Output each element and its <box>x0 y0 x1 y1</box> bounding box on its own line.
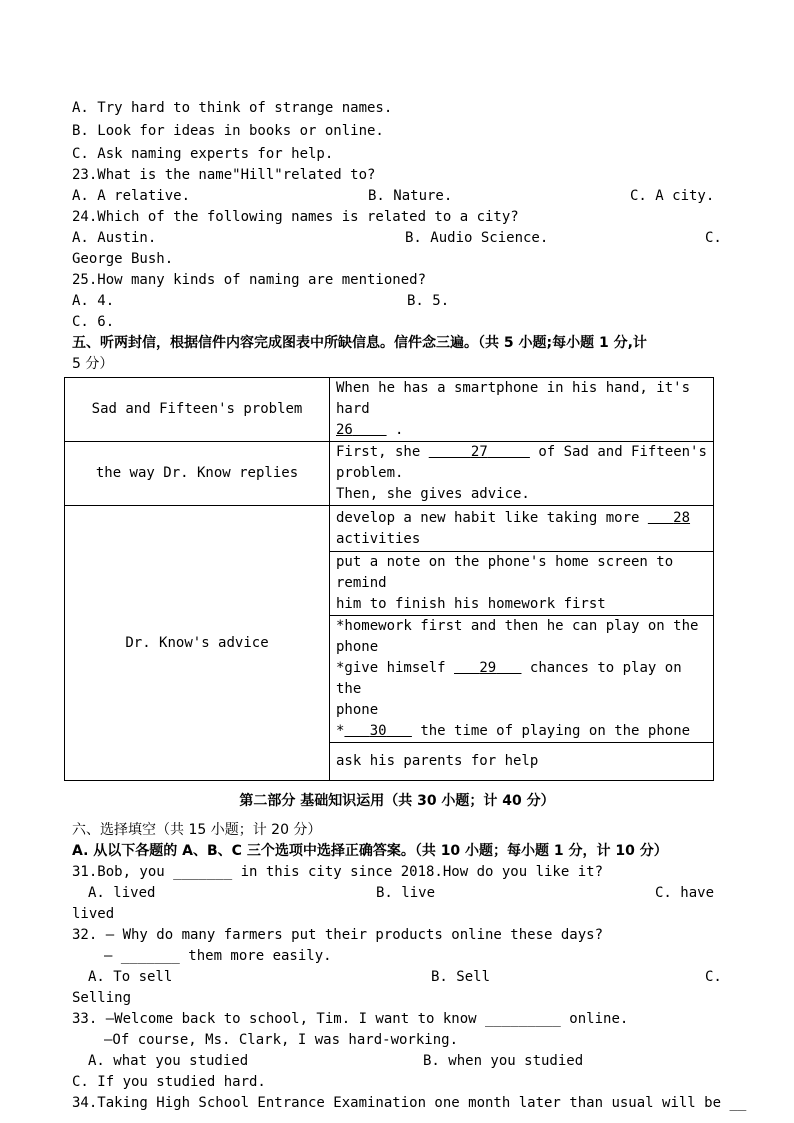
row1-content <box>330 378 714 442</box>
q31-option-b: B. live <box>376 885 436 901</box>
row1-line1: When he has a smartphone in his hand, it's hard <box>336 380 691 417</box>
table-row <box>65 442 714 506</box>
blank-27-number: 27 <box>470 444 488 460</box>
q32-line1: 32. — Why do many farmers put their products online these days? <box>72 927 604 943</box>
q31-option-c-prefix: C. have <box>655 885 715 901</box>
q23-stem: 23.What is the name"Hill"related to? <box>72 167 376 183</box>
q32-option-a: A. To sell <box>88 969 173 985</box>
adv1-line2: activities <box>336 530 421 547</box>
q33-option-a: A. what you studied <box>88 1053 249 1069</box>
blank-26-number: 26 <box>336 422 353 438</box>
row3-label: Dr. Know's advice <box>65 506 330 781</box>
q24-option-c: George Bush. <box>72 251 174 267</box>
q24-option-b: B. Audio Science. <box>405 230 549 246</box>
section5-heading: 五、听两封信，根据信件内容完成图表中所缺信息。信件念三遍。（共 5 小题;每小题 1 分,计 <box>72 335 647 351</box>
q23-option-a: A. A relative. <box>72 188 191 204</box>
blank-28[interactable] <box>648 510 690 526</box>
table-row <box>65 378 714 442</box>
row2-post: of Sad and Fifteen's <box>538 444 707 460</box>
q25-option-b: B. 5. <box>407 293 450 309</box>
q22-option-b: B. Look for ideas in books or online. <box>72 123 384 139</box>
q33-line2: —Of course, Ms. Clark, I was hard-working. <box>104 1032 459 1048</box>
q32-line2: — _______ them more easily. <box>104 948 332 964</box>
row2-content <box>330 442 714 506</box>
advice-1 <box>330 506 714 552</box>
row2-line2: problem. <box>336 465 404 481</box>
advice-4: ask his parents for help <box>330 743 714 781</box>
q31-option-a: A. lived <box>88 885 156 901</box>
q32-option-c: Selling <box>72 990 132 1006</box>
section5-heading-cont: 5 分） <box>72 356 114 372</box>
blank-30[interactable] <box>344 723 411 739</box>
adv3-line3: phone <box>336 702 379 718</box>
q25-options <box>72 291 722 312</box>
table-row <box>65 506 714 552</box>
info-table <box>64 377 714 781</box>
q32-option-c-prefix: C. <box>705 969 722 985</box>
adv3-post: chances to play on the <box>336 660 682 697</box>
row2-pre: First, she <box>336 444 421 460</box>
q33-option-b: B. when you studied <box>423 1053 584 1069</box>
adv2-line1: put a note on the phone's home screen to remind <box>336 554 674 591</box>
q24-options <box>72 228 722 249</box>
blank-28-number: 28 <box>673 509 691 526</box>
q23-options <box>72 186 722 207</box>
q31-option-c: lived <box>72 906 115 922</box>
q34-stem: 34.Taking High School Entrance Examination one month later than usual will be __ <box>72 1095 747 1111</box>
part2-title: 第二部分 基础知识运用（共 30 小题；计 40 分） <box>239 793 555 809</box>
advice-3 <box>330 616 714 743</box>
q24-option-c-prefix: C. <box>705 230 722 246</box>
q23-option-c: C. A city. <box>630 188 715 204</box>
adv3-pre: *give himself <box>336 660 446 676</box>
blank-26[interactable] <box>336 422 387 438</box>
q25-option-a: A. 4. <box>72 293 115 309</box>
q24-stem: 24.Which of the following names is related to a city? <box>72 209 519 225</box>
q32-options <box>72 967 722 988</box>
q31-stem: 31.Bob, you _______ in this city since 2018.How do you like it? <box>72 864 604 880</box>
blank-30-number: 30 <box>369 723 387 739</box>
q22-option-c: C. Ask naming experts for help. <box>72 146 334 162</box>
q33-option-c: C. If you studied hard. <box>72 1074 266 1090</box>
q24-option-a: A. Austin. <box>72 230 157 246</box>
adv1-pre: develop a new habit like taking more <box>336 509 640 526</box>
row2-line3: Then, she gives advice. <box>336 486 530 502</box>
q32-option-b: B. Sell <box>431 969 491 985</box>
adv3-l4-pre: * <box>336 723 345 739</box>
row2-label: the way Dr. Know replies <box>65 442 330 506</box>
q25-option-c: C. 6. <box>72 314 115 330</box>
exam-page <box>72 98 747 1114</box>
q25-stem: 25.How many kinds of naming are mentioned? <box>72 272 427 288</box>
q33-line1: 33. —Welcome back to school, Tim. I want to know _________ online. <box>72 1011 629 1027</box>
blank-29-number: 29 <box>479 660 497 676</box>
section6-heading: 六、选择填空（共 15 小题；计 20 分） <box>72 822 322 838</box>
adv3-line1: *homework first and then he can play on the phone <box>336 618 699 655</box>
adv2-line2: him to finish his homework first <box>336 596 606 612</box>
advice-2 <box>330 552 714 616</box>
q33-options <box>72 1051 722 1072</box>
row1-label: Sad and Fifteen's problem <box>65 378 330 442</box>
q22-option-a: A. Try hard to think of strange names. <box>72 100 393 116</box>
q31-options <box>72 883 722 904</box>
blank-27[interactable] <box>429 444 530 460</box>
q23-option-b: B. Nature. <box>368 188 453 204</box>
row1-end: . <box>395 422 404 438</box>
adv3-l4-post: the time of playing on the phone <box>420 723 691 739</box>
blank-29[interactable] <box>454 660 521 676</box>
subsection-a-heading: A. 从以下各题的 A、B、C 三个选项中选择正确答案。（共 10 小题；每小题 1 分，计 10 分） <box>72 843 668 859</box>
